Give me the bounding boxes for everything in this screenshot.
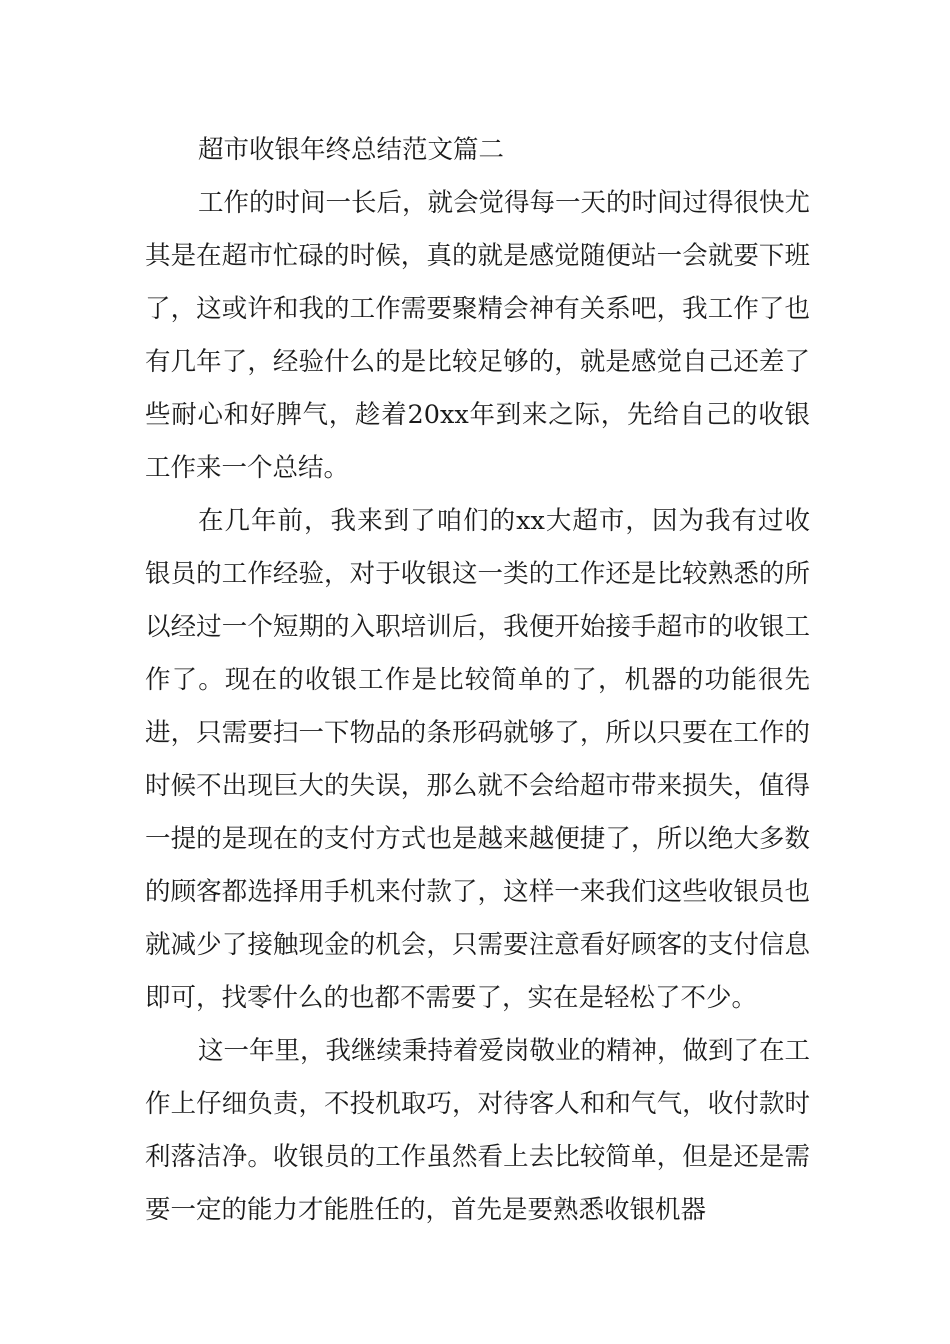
paragraph-2: 在几年前，我来到了咱们的xx大超市，因为我有过收银员的工作经验，对于收银这一类的工作还是比较熟悉的所以经过一个短期的入职培训后，我便开始接手超市的收银工作了。现在的收银工作是比较简单的了，机器的功能很先进，只需要扫一下物品的条形码就够了，所以只要在工作的时候不出现巨大的失误，那么就不会给超市带来损失，值得一提的是现在的支付方式也是越来越便捷了，所以绝大多数的顾客都选择用手机来付款了，这样一来我们这些收银员也就减少了接触现金的机会，只需要注意看好顾客的支付信息即可，找零什么的也都不需要了，实在是轻松了不少。 [145,506,810,1013]
document-body [145,124,810,1237]
paragraph-3: 这一年里，我继续秉持着爱岗敬业的精神，做到了在工作上仔细负责，不投机取巧，对待客人和和气气，收付款时利落洁净。收银员的工作虽然看上去比较简单，但是还是需要一定的能力才能胜任的，首先是要熟悉收银机器 [145,1036,811,1225]
document-title: 超市收银年终总结范文篇二 [198,135,505,165]
paragraph-1: 工作的时间一长后，就会觉得每一天的时间过得很快尤其是在超市忙碌的时候，真的就是感觉随便站一会就要下班了，这或许和我的工作需要聚精会神有关系吧，我工作了也有几年了，经验什么的是比较足够的，就是感觉自己还差了些耐心和好脾气，趁着20xx年到来之际，先给自己的收银工作来一个总结。 [145,188,811,483]
